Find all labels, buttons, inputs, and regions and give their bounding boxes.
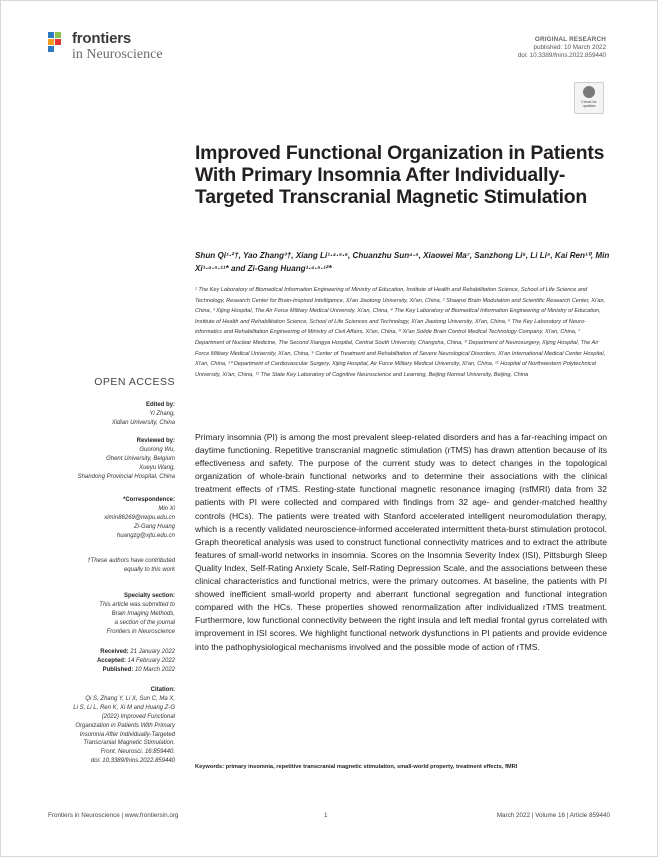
dates [30, 648, 175, 675]
author-list: Shun Qi¹·²†, Yao Zhang³†, Xiang Li¹·⁴·⁵·⁶, Chuanzhu Sun⁴·⁵, Xiaowei Ma⁷, Sanzhong Li⁸, Li Li⁹, Kai Ren¹⁰, Min Xi¹·⁴·⁵·¹¹* and Zi-Gang Huang¹·⁴·⁵·¹²* [195, 251, 610, 273]
abstract: Primary insomnia (PI) is among the most prevalent sleep-related disorders and has a far-reaching impact on daytime functioning. Repetitive transcranial magnetic stimulation (rTMS) has drawn attention because of its effectiveness and safety. The purpose of the current study was to detect changes in the topological organization of whole-brain functional networks and to determine their associations with the clinical treatment effects of rTMS. Resting-state functional magnetic resonance imaging (rsfMRI) data from 32 patients with PI were collected and compared with findings from 32 age- and gender-matched healthy controls (HCs). The patients were treated with Stanford accelerated intelligent neuromodulation therapy, which is a recently validated neuroscience-informed accelerated intermittent theta-burst stimulation protocol. Graph theoretical analysis was used to construct functional connectivity matrices and to extract the attribute features of small-world networks in insomnia. Scores on the Insomnia Severity Index (ISI), Pittsburgh Sleep Quality Index, Self-Rating Anxiety Scale, Self-Rating Depression Scale, and the associations between these clinical characteristics and functional metrics, were the primary outcomes. At baseline, the patients with PI showed inefficient small-world property and aberrant functional segregation and functional integration compared with the HCs. These properties showed renormalization after individualized rTMS treatment. Furthermore, low functional connectivity between the right insula and left medial frontal gyrus correlated with improvement in ISI scores. We highlight functional network dysfunctions in PI patients and provide evidence into the pathophysiological mechanisms involved and the possible mode of action of rTMS. [195, 432, 607, 652]
email-link[interactable]: huangzg@xjtu.edu.cn [116, 532, 175, 539]
edited-by: Edited by: Yi Zhang, Xidian University, China [111, 402, 175, 426]
check-updates-badge[interactable]: Check for updates [574, 82, 604, 114]
email-link[interactable]: ximin86269@nwpu.edu.cn [104, 514, 175, 521]
page-number: 1 [324, 812, 328, 819]
doi[interactable]: doi: 10.3389/fnins.2022.859440 [517, 52, 606, 59]
frontiers-logo-icon [48, 32, 68, 52]
citation: Citation: Qi S, Zhang Y, Li X, Sun C, Ma X, Li S, Li L, Ren K, Xi M and Huang Z-G (2022) Improved Functional Organization in Patients With Primary Insomnia After Individually-Targeted Transcranial Magnetic Stimulation. Front. Neurosci. 16:859440. doi: 10.3389/fnins.2022.859440 [30, 686, 175, 766]
reviewed-by: Reviewed by: Guorong Wu, Ghent University, Belgium Xueyu Wang, Shandong Provincial Hospital, China [77, 438, 175, 480]
affiliations: ¹ The Key Laboratory of Biomedical Information Engineering of Ministry of Education, Institute of Health and Rehabilitation Science, School of Life Science and Technology, Research Center for Brain-Inspired Intelligence, Xi'an Jiaotong University, Xi'an, China, ² Shaanxi Brain Modulation and Scientific Research Center, Xi'an, China, ³ Xijing Hospital, The Air Force Military Medical University, Xi'an, China, ⁴ The Key Laboratory of Biomedical Information Engineering of Ministry of Education, Institute of Health and Rehabilitation Science, School of Life Sciences and Technology, Xi'an Jiaotong University, Xi'an, China, ⁵ The Key Laboratory of Neuro-informatics and Rehabilitation Engineering of Ministry of Civil Affairs, Xi'an, China, ⁶ Xi'an Solide Brain Control Medical Technology Company, Xi'an, China, ⁷ Department of Nuclear Medicine, The Second Xiangya Hospital, Central South University, Changsha, China, ⁸ Department of Neurosurgery, Xijing Hospital, The Air Force Military Medical University, Xi'an, China, ⁹ Center of Treatment and Rehabilitation of Severe Neurological Disorders, Xi'an International Medical Center Hospital, Xi'an, China, ¹⁰ Department of Cardiovascular Surgery, Xijing Hospital, Air Force Military Medical University, Xi'an, China, ¹¹ Hospital of Northwestern Polytechnical University, Xi'an, China, ¹² The State Key Laboratory of Cognitive Neuroscience and Learning, Beijing Normal University, Beijing, China [195, 287, 606, 378]
article-header [518, 36, 606, 60]
equal-contribution-note: †These authors have contributed equally to this work [87, 558, 175, 573]
keywords: Keywords: primary insomnia, repetitive transcranial magnetic stimulation, small-world property, treatment effects, fMRI [195, 764, 518, 770]
accepted-date: Accepted: 14 February 2022 [96, 657, 175, 664]
specialty-section: Specialty section: This article was submitted to Brain Imaging Methods, a section of the journal Frontiers in Neuroscience [99, 593, 175, 635]
footer-volume: March 2022 | Volume 16 | Article 859440 [496, 812, 610, 819]
open-access-label: OPEN ACCESS [94, 376, 175, 388]
footer-journal-link[interactable]: Frontiers in Neuroscience | www.frontiersin.org [48, 812, 179, 819]
article-type: ORIGINAL RESEARCH [534, 36, 606, 43]
journal-logo[interactable] [48, 28, 188, 68]
citation-doi[interactable]: doi: 10.3389/fnins.2022.859440 [90, 758, 175, 765]
journal-subname: in Neuroscience [72, 47, 163, 62]
published-date-side: Published: 10 March 2022 [102, 666, 175, 673]
correspondence: *Correspondence: Min Xi ximin86269@nwpu.edu.cn Zi-Gang Huang huangzg@xjtu.edu.cn [30, 496, 175, 541]
journal-name: frontiers [72, 30, 132, 47]
article-title: Improved Functional Organization in Patients With Primary Insomnia After Individually-Targeted Transcranial Magnetic Stimulation [195, 142, 605, 208]
check-updates-icon [583, 86, 595, 98]
received-date: Received: 21 January 2022 [100, 649, 175, 655]
published-date: published: 10 March 2022 [533, 44, 606, 51]
